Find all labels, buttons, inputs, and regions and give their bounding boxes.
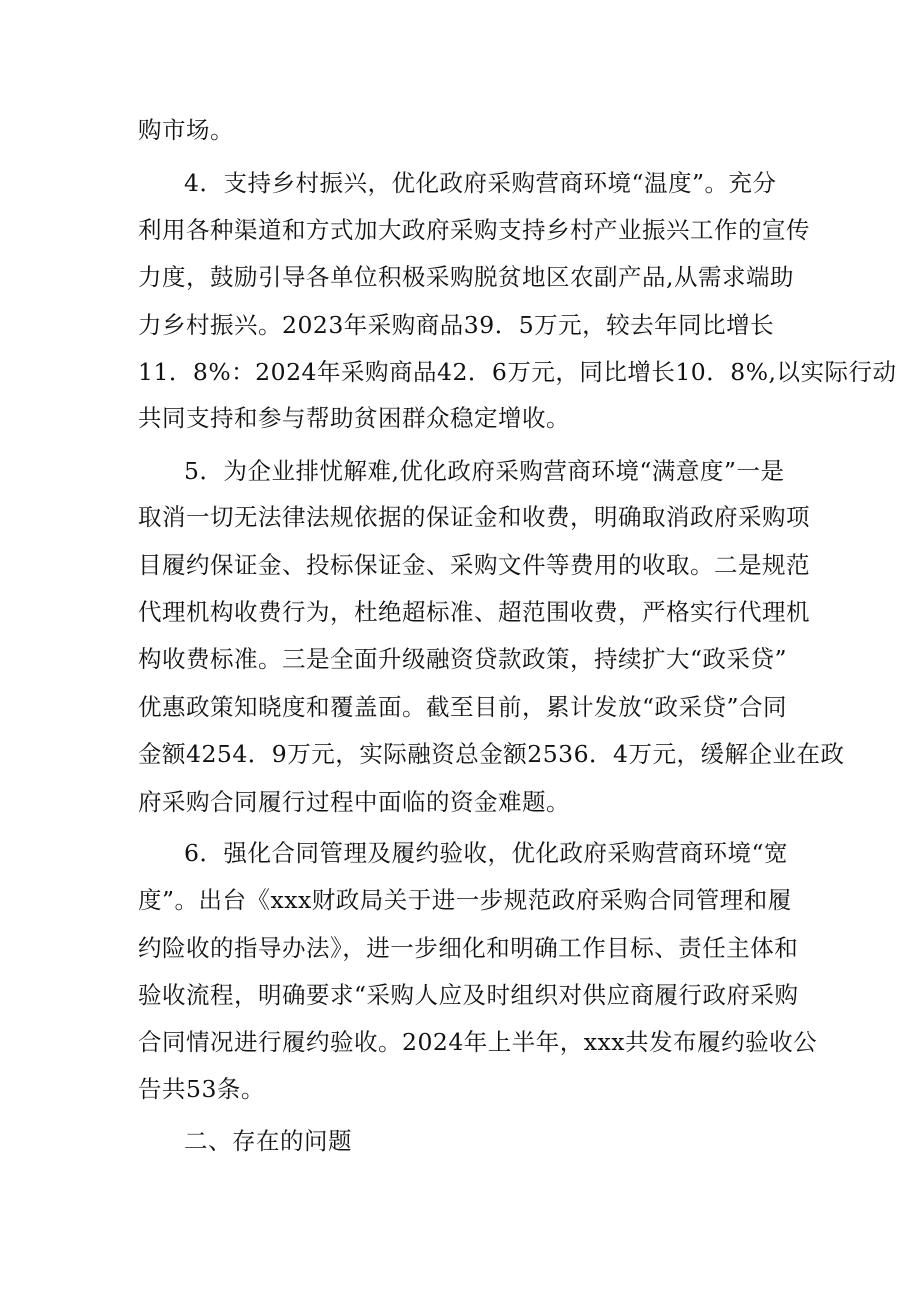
text-line: 金额4254．9万元，实际融资总金额2536．4万元，缓解企业在政 xyxy=(138,740,845,768)
paragraph-4-heading-line: 4．支持乡村振兴，优化政府采购营商环境“温度”。充分 xyxy=(184,169,777,197)
paragraph-6-heading-line: 6．强化合同管理及履约验收，优化政府采购营商环境“宽 xyxy=(184,839,788,867)
text-line: 目履约保证金、投标保证金、采购文件等费用的收取。二是规范 xyxy=(138,551,810,579)
text-line: 代理机构收费行为，杜绝超标准、超范围收费，严格实行代理机 xyxy=(138,598,810,626)
paragraph-5-heading-line: 5．为企业排忧解难,优化政府采购营商环境“满意度”一是 xyxy=(184,457,785,485)
text-line: 取消一切无法律法规依据的保证金和收费，明确取消政府采购项 xyxy=(138,503,810,531)
text-line: 合同情况进行履约验收。2024年上半年，xxx共发布履约验收公 xyxy=(138,1028,818,1056)
text-line: 购市场。 xyxy=(138,116,234,144)
text-line: 力度，鼓励引导各单位积极采购脱贫地区农副产品,从需求端助 xyxy=(138,263,794,291)
text-line: 告共53条。 xyxy=(138,1075,265,1103)
text-line: 11．8%：2024年采购商品42．6万元，同比增长10．8%,以实际行动 xyxy=(138,358,897,386)
text-line: 优惠政策知晓度和覆盖面。截至目前，累计发放“政采贷”合同 xyxy=(138,693,788,721)
text-line: 构收费标准。三是全面升级融资贷款政策，持续扩大“政采贷” xyxy=(138,645,788,673)
text-line: 利用各种渠道和方式加大政府采购支持乡村产业振兴工作的宣传 xyxy=(138,216,810,244)
text-line: 约险收的指导办法》，进一步细化和明确工作目标、责任主体和 xyxy=(138,934,799,962)
section-heading: 二、存在的问题 xyxy=(184,1127,352,1155)
text-line: 府采购合同履行过程中面临的资金难题。 xyxy=(138,788,570,816)
text-line: 力乡村振兴。2023年采购商品39．5万元，较去年同比增长 xyxy=(138,311,775,339)
text-line: 验收流程，明确要求“采购人应及时组织对供应商履行政府采购 xyxy=(138,981,799,1009)
text-line: 度”。出台《xxx财政局关于进一步规范政府采购合同管理和履 xyxy=(138,886,792,914)
text-line: 共同支持和参与帮助贫困群众稳定增收。 xyxy=(138,404,570,432)
